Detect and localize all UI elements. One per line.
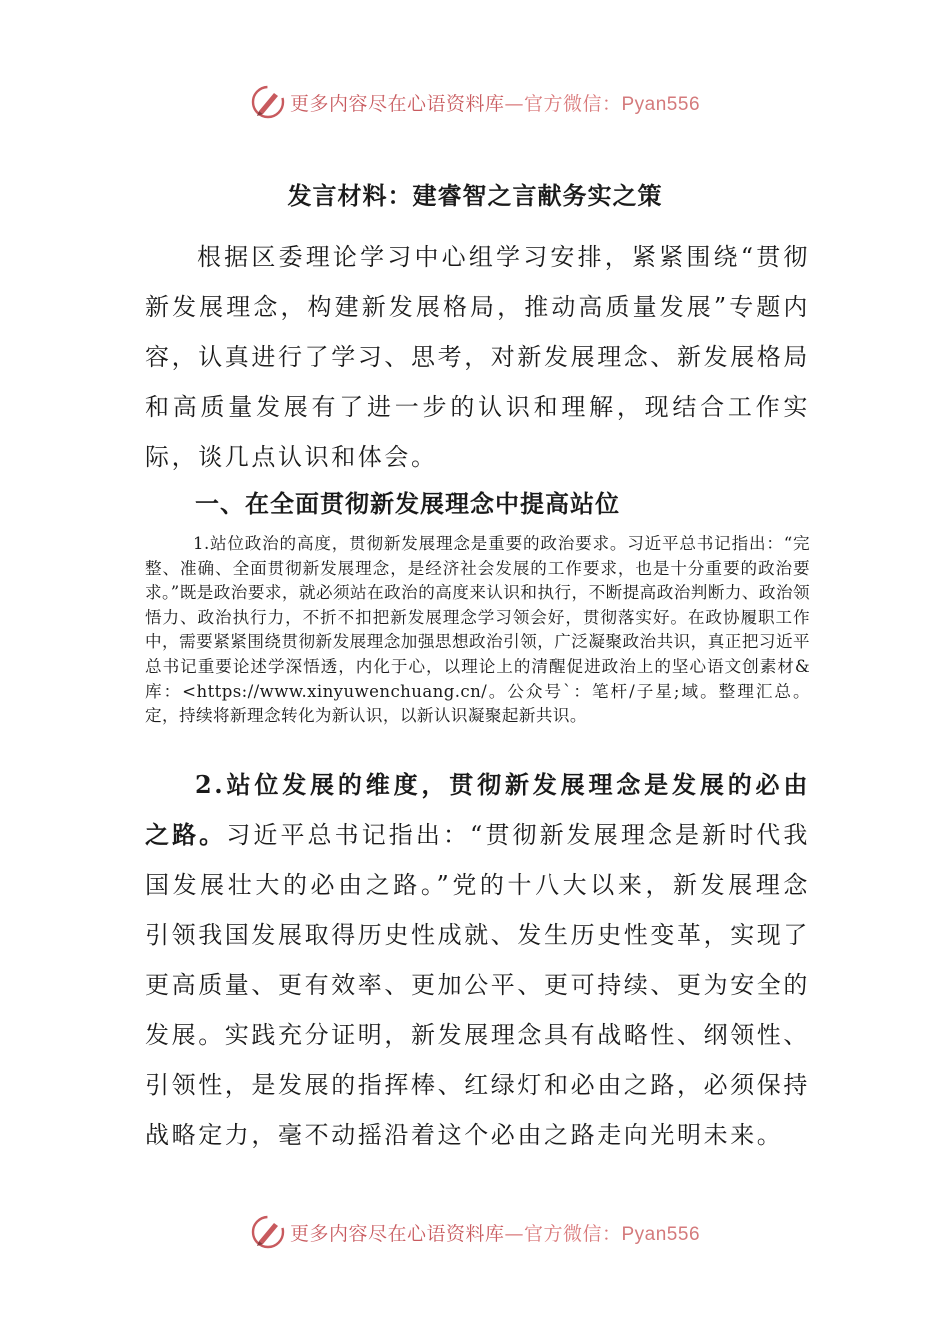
- banner-prefix: 更多内容尽在心语资料库: [289, 1222, 505, 1245]
- banner-mid: 官方微信：: [523, 1222, 622, 1245]
- banner-wechat-id: Pyan556: [621, 1223, 701, 1245]
- document-title: 发言材料：建睿智之言献务实之策: [287, 181, 663, 210]
- banner-wechat-id: Pyan556: [621, 93, 701, 115]
- banner-mid: 官方微信：: [523, 92, 622, 115]
- intro-paragraph: 根据区委理论学习中心组学习安排，紧紧围绕“贯彻新发展理念，构建新发展格局，推动高质量发展”专题内容，认真进行了学习、思考，对新发展理念、新发展格局和高质量发展有了进一步的认识和理解，现结合工作实际，谈几点认识和体会。: [145, 243, 810, 471]
- point-1-text: 1.站位政治的高度，贯彻新发展理念是重要的政治要求。习近平总书记指出：“完整、准确、全面贯彻新发展理念，是经济社会发展的工作要求，也是十分重要的政治要求。”既是政治要求，就必须站在政治的高度来认识和执行，不断提高政治判断力、政治领悟力、政治执行力，不折不扣把新发展理念学习领会好，贯彻落实好。在政协履职工作中，需要紧紧围绕贯彻新发展理念加强思想政治引领，广泛凝聚政治共识，真正把习近平总书记重要论述学深悟透，内化于心，以理论上的清醒促进政治上的坚心语文创素材&库：<https://www.xinyuwenchuang.cn/。公众号`：笔杆/子星;域。整理汇总。定，持续将新理念转化为新认识，以新认识凝聚起新共识。: [145, 534, 810, 726]
- point-2-paragraph: [145, 760, 810, 1160]
- banner-text: [290, 89, 700, 116]
- banner-dash: —: [504, 1222, 524, 1245]
- point-2-lead: 2.站位发展的维度，贯彻新发展理念是发展的必由之路。: [145, 770, 810, 849]
- point-1-paragraph: [145, 532, 810, 729]
- pen-seal-logo-icon: [250, 84, 286, 120]
- point-2-body: 习近平总书记指出：“贯彻新发展理念是新时代我国发展壮大的必由之路。”党的十八大以来，新发展理念引领我国发展取得历史性成就、发生历史性变革，实现了更高质量、更有效率、更加公平、更可持续、更为安全的发展。实践充分证明，新发展理念具有战略性、纲领性、引领性，是发展的指挥棒、红绿灯和必由之路，必须保持战略定力，毫不动摇沿着这个必由之路走向光明未来。: [145, 821, 810, 1149]
- banner-text: [290, 1219, 700, 1246]
- banner-dash: —: [504, 92, 524, 115]
- header-watermark-banner: [0, 82, 950, 122]
- pen-seal-logo-icon: [250, 1214, 286, 1250]
- section-heading-1: 一、在全面贯彻新发展理念中提高站位: [195, 489, 620, 518]
- banner-prefix: 更多内容尽在心语资料库: [289, 92, 505, 115]
- footer-watermark-banner: [0, 1212, 950, 1252]
